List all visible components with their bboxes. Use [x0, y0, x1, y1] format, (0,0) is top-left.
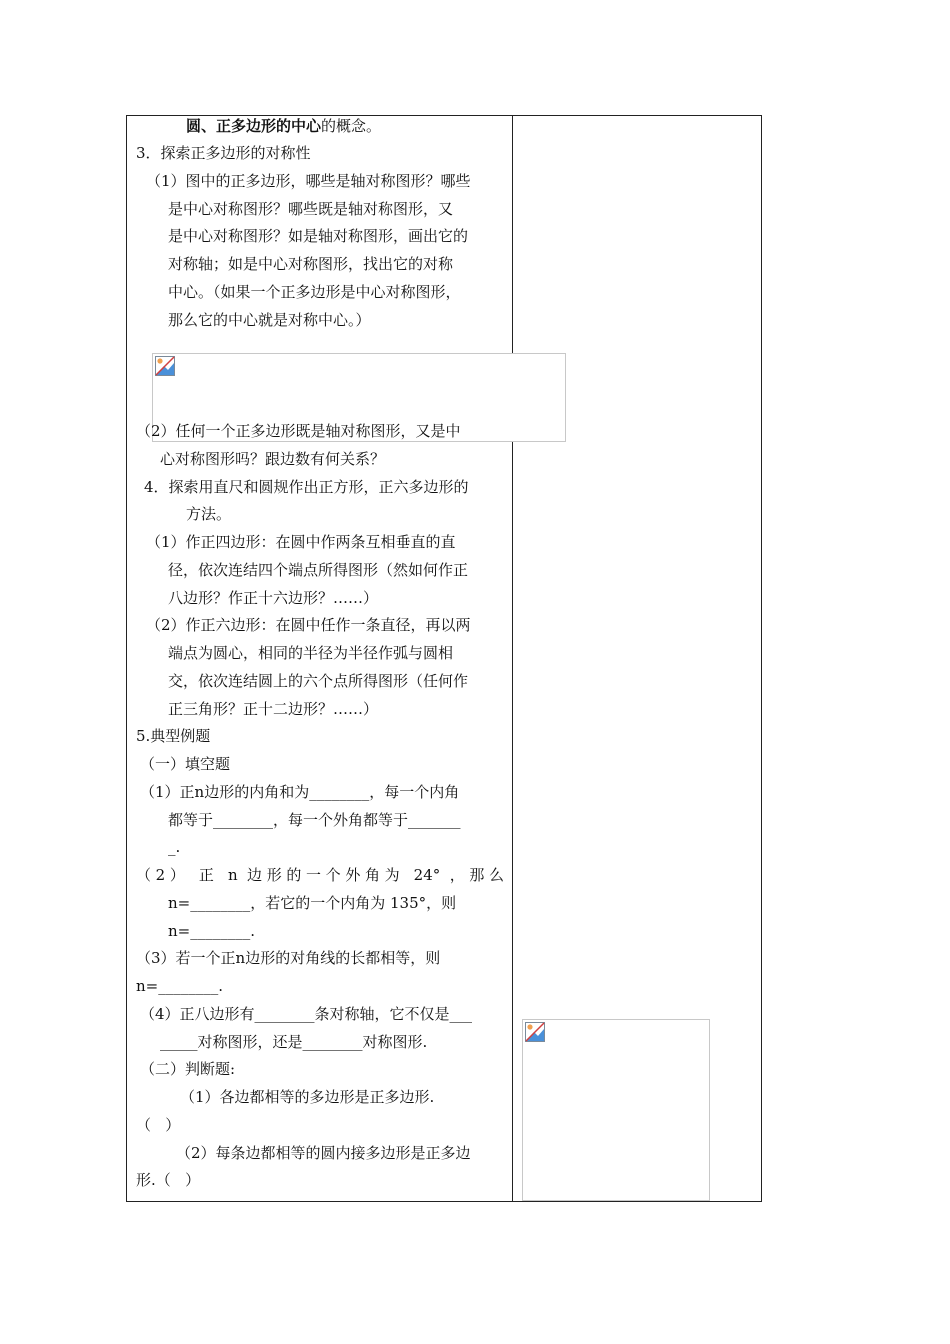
section-4-heading: 4．探索用直尺和圆规作出正方形，正六多边形的 [144, 478, 469, 496]
line-1-rest: 的概念。 [321, 117, 382, 135]
question-2-line-2: n=________，若它的一个内角为 135°，则 [168, 894, 457, 912]
line-10: 心对称图形吗？跟边数有何关系？ [160, 450, 386, 468]
bold-term: 圆、正多边形的中心 [186, 117, 322, 135]
broken-image-icon [155, 356, 175, 376]
judgment-1-line-1: （1）各边都相等的多边形是正多边形. [180, 1088, 435, 1106]
broken-image-icon [525, 1022, 545, 1042]
question-1-line-1: （1）正n边形的内角和为________，每一个内角 [140, 783, 460, 801]
line-15: 八边形？作正十六边形？……） [168, 589, 379, 607]
line-5: 是中心对称图形？如是轴对称图形，画出它的 [168, 227, 469, 245]
line-17: 端点为圆心，相同的半径为半径作弧与圆相 [168, 644, 454, 662]
line-1 [186, 116, 381, 136]
judgment-2-line-2: 形.（ ） [136, 1171, 201, 1189]
line-14: 径，依次连结四个端点所得图形（然如何作正 [168, 561, 469, 579]
line-4: 是中心对称图形？哪些既是轴对称图形，又 [168, 200, 454, 218]
line-12: 方法。 [186, 505, 232, 523]
line-6: 对称轴；如是中心对称图形，找出它的对称 [168, 255, 454, 273]
section-3-heading: 3．探索正多边形的对称性 [136, 144, 311, 162]
line-7: 中心。（如果一个正多边形是中心对称图形， [168, 283, 461, 301]
line-18: 交，依次连结圆上的六个点所得图形（任何作 [168, 672, 469, 690]
table-column-divider [512, 115, 513, 1202]
judgment-2-line-1: （2）每条边都相等的圆内接多边形是正多边 [176, 1144, 471, 1162]
line-9: （2）任何一个正多边形既是轴对称图形，又是中 [136, 422, 461, 440]
question-2-line-1: （2） 正 n 边形的一个外角为 24° ，那么 [136, 866, 504, 884]
line-13: （1）作正四边形：在圆中作两条互相垂直的直 [146, 533, 456, 551]
question-3-line-1: （3）若一个正n边形的对角线的长都相等，则 [136, 949, 441, 967]
side-figure [522, 1019, 710, 1201]
question-2-line-3: n=________. [168, 922, 255, 940]
section-5-heading: 5.典型例题 [136, 727, 211, 745]
judgment-1-line-2: （ ） [136, 1116, 181, 1134]
fill-in-heading: （一）填空题 [140, 755, 231, 773]
question-3-line-2: n=________. [136, 977, 223, 995]
question-4-line-1: （4）正八边形有________条对称轴，它不仅是___ [140, 1005, 473, 1023]
line-19: 正三角形？正十二边形？……） [168, 700, 379, 718]
true-false-heading: （二）判断题: [140, 1060, 236, 1078]
question-1-line-2: 都等于________，每一个外角都等于_______ [168, 811, 461, 829]
line-3: （1）图中的正多边形，哪些是轴对称图形？哪些 [146, 172, 471, 190]
question-4-line-2: _____对称图形，还是________对称图形. [160, 1033, 428, 1051]
line-16: （2）作正六边形：在圆中任作一条直径，再以两 [146, 616, 471, 634]
line-8: 那么它的中心就是对称中心。） [168, 311, 371, 329]
question-1-line-3: _. [168, 838, 181, 856]
